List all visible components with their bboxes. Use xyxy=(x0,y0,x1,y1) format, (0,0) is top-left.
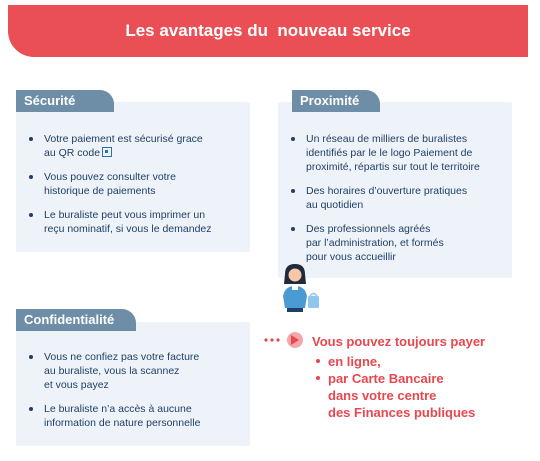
page-title: Les avantages du nouveau service xyxy=(125,21,411,40)
list-item: Le buraliste n’a accès à aucune information de nature personnelle xyxy=(22,402,248,430)
confidentialite-list xyxy=(22,350,248,440)
proximite-list xyxy=(284,132,512,274)
list-item: Des professionnels agréés par l’administration, et formés pour vous accueillir xyxy=(284,222,512,264)
securite-tab: Sécurité xyxy=(16,90,114,112)
list-item: Un réseau de milliers de buralistes identifiés par le le logo Paiement de proximité, répartis sur tout le territoire xyxy=(284,132,512,174)
securite-list xyxy=(22,132,248,246)
list-item: par Carte Bancaire xyxy=(312,370,475,387)
list-item: Vous ne confiez pas votre facture au buraliste, vous la scannez et vous payez xyxy=(22,350,248,392)
title-banner xyxy=(8,5,528,57)
list-item: Vous pouvez consulter votre historique de paiements xyxy=(22,170,248,198)
confidentialite-tab: Confidentialité xyxy=(16,309,136,331)
list-item: dans votre centre xyxy=(328,388,437,403)
qr-code-icon xyxy=(102,147,112,157)
proximite-tab: Proximité xyxy=(292,90,380,112)
list-item: en ligne, xyxy=(312,353,475,370)
payment-title: Vous pouvez toujours payer xyxy=(312,334,486,349)
arrow-right-icon xyxy=(262,330,312,350)
list-item: Le buraliste peut vous imprimer un reçu nominatif, si vous le demandez xyxy=(22,208,248,236)
list-item: Des horaires d’ouverture pratiques au quotidien xyxy=(284,184,512,212)
list-item: des Finances publiques xyxy=(328,405,476,420)
payment-options xyxy=(312,353,475,421)
list-item: Votre paiement est sécurisé grace au QR code xyxy=(22,132,248,160)
woman-illustration xyxy=(275,262,325,322)
